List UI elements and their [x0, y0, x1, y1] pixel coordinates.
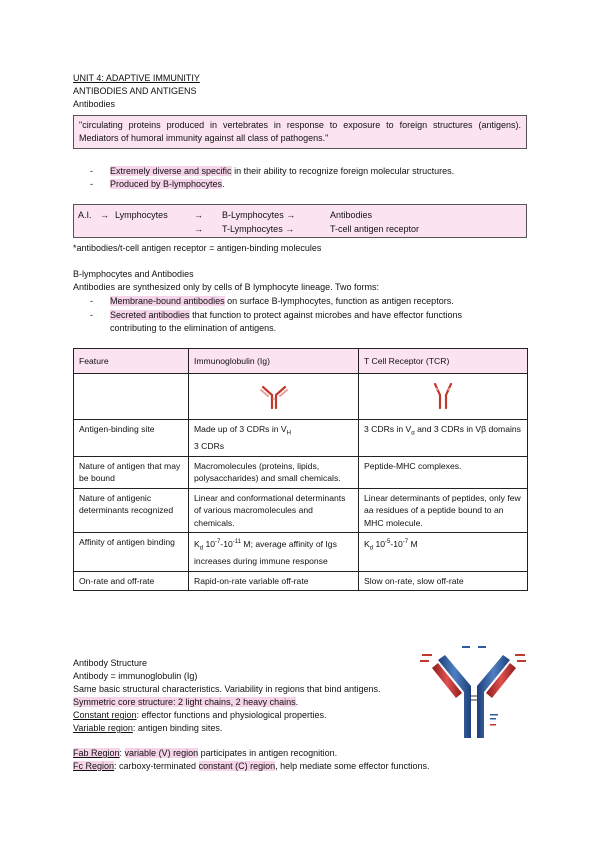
table-header-cell: Immunoglobulin (Ig): [189, 349, 359, 374]
table-row: Affinity of antigen binding $K_d$ $10^{-7}-10^{-11}$ M; average affinity of Igs increases during immune response $K_d$ $10^{-5}-10^{-7}$ M: [74, 533, 528, 572]
antibody-structure-icon: [418, 640, 530, 740]
unit-title: UNIT 4: ADAPTIVE IMMUNITIY: [73, 73, 200, 83]
topic-title: ANTIBODIES AND ANTIGENS: [73, 86, 197, 96]
arrow-icon: →: [100, 210, 109, 220]
lineage-box: A.I. → Lymphocytes → B-Lymphocytes → Antibodies → T-Lymphocytes → T-cell antigen receptor: [73, 204, 527, 238]
immunoglobulin-icon: [259, 380, 289, 410]
bullet-produced: Produced by B-lymphocytes.: [110, 179, 225, 189]
arrow-icon: →: [194, 224, 203, 234]
table-header-row: [74, 349, 528, 374]
section-title: Antibodies: [73, 99, 116, 109]
t-cell-receptor-icon: [428, 380, 458, 410]
table-header-cell: Feature: [74, 349, 189, 374]
bullet-diverse: Extremely diverse and specific in their ability to recognize foreign molecular structures.: [110, 166, 455, 176]
arrow-icon: →: [194, 210, 203, 220]
table-row: Antigen-binding site Made up of 3 CDRs in $V_H$ 3 CDRs 3 CDRs in $V_\alpha$ and 3 CDRs in Vβ domains: [74, 420, 528, 457]
table-header-cell: T Cell Receptor (TCR): [359, 349, 528, 374]
structure-title: Antibody Structure: [73, 658, 148, 668]
fc-region: Fc Region: carboxy-terminated constant (C) region, help mediate some effector functions.: [73, 761, 430, 771]
note: *antibodies/t-cell antigen receptor = antigen-binding molecules: [73, 243, 322, 253]
b-section-title: B-lymphocytes and Antibodies: [73, 269, 194, 279]
comparison-table: [73, 348, 528, 591]
table-row: On-rate and off-rate Rapid-on-rate variable off-rate Slow on-rate, slow off-rate: [74, 571, 528, 591]
table-row: Nature of antigenic determinants recognized Linear and conformational determinants of various macromolecules and chemicals. Linear determinants of peptides, only few aa residues of a peptide bound to an MHC molecule.: [74, 488, 528, 533]
b-section-intro: Antibodies are synthesized only by cells of B lymphocyte lineage. Two forms:: [73, 282, 379, 292]
table-row: Nature of antigen that may be bound Macromolecules (proteins, lipids, polysaccharides) and small chemicals. Peptide-MHC complexes.: [74, 456, 528, 488]
form-secreted: Secreted antibodies that function to protect against microbes and have effector functions: [110, 310, 463, 320]
definition-quote: "circulating proteins produced in vertebrates in response to exposure to foreign structures (antigens). Mediators of humoral immunity against all class of pathogens.": [79, 120, 521, 143]
form-membrane: Membrane-bound antibodies on surface B-lymphocytes, function as antigen receptors.: [110, 296, 454, 306]
definition-box: [73, 115, 527, 149]
table-row: [74, 374, 528, 420]
fab-region: Fab Region: variable (V) region participates in antigen recognition.: [73, 748, 338, 758]
